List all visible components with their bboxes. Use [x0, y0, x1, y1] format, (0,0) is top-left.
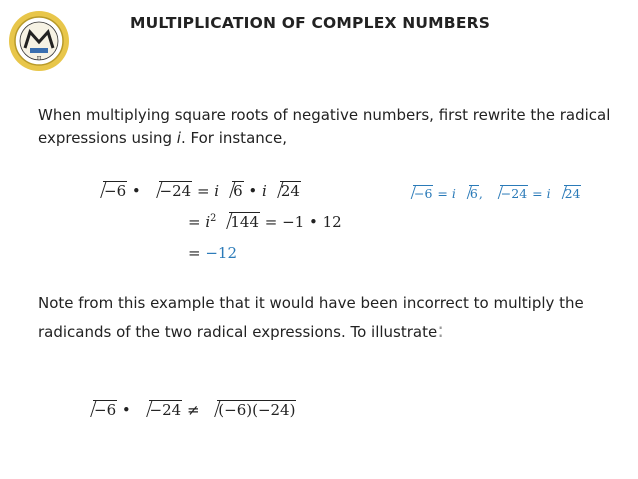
- radicand: 6: [233, 182, 243, 200]
- side-note: −6 = i 6, −24 = i 24: [400, 186, 581, 201]
- radicand: −6: [414, 186, 433, 201]
- note-colon: :: [437, 318, 444, 342]
- radicand: 24: [564, 186, 581, 201]
- radicand: −24: [149, 401, 182, 419]
- radicand: −6: [94, 401, 117, 419]
- radicand: 24: [280, 182, 300, 200]
- math-line-2: = $i^2$ 144 = −1 • 12: [188, 213, 342, 231]
- radicand: −24: [159, 182, 192, 200]
- math-line-2-rest: = −1 • 12: [264, 213, 342, 231]
- radicand: −24: [500, 186, 528, 201]
- note-paragraph: [38, 290, 613, 346]
- math-line-1: −6 • −24 = i 6 • i 24: [90, 182, 301, 200]
- intro-paragraph: [38, 104, 613, 150]
- math-line-3: = −12: [188, 244, 237, 262]
- intro-text: When multiplying square roots of negative numbers, first rewrite the radical expressions using: [38, 106, 611, 147]
- math-inequality: −6 • −24 ≠ (−6)(−24): [80, 401, 296, 419]
- radicand: −6: [104, 182, 127, 200]
- radicand: 144: [230, 213, 260, 231]
- intro-i: i: [176, 129, 181, 147]
- radicand: 6: [469, 186, 478, 201]
- result-value: −12: [205, 244, 237, 262]
- svg-text:π: π: [36, 54, 42, 62]
- university-seal-logo: [8, 10, 70, 72]
- page-title: MULTIPLICATION OF COMPLEX NUMBERS: [130, 14, 491, 32]
- radicand: (−6)(−24): [218, 401, 296, 419]
- note-text: Note from this example that it would have been incorrect to multiply the radicands of the two radical expressions. To illustrate: [38, 294, 584, 341]
- intro-text-end: . For instance,: [180, 129, 288, 147]
